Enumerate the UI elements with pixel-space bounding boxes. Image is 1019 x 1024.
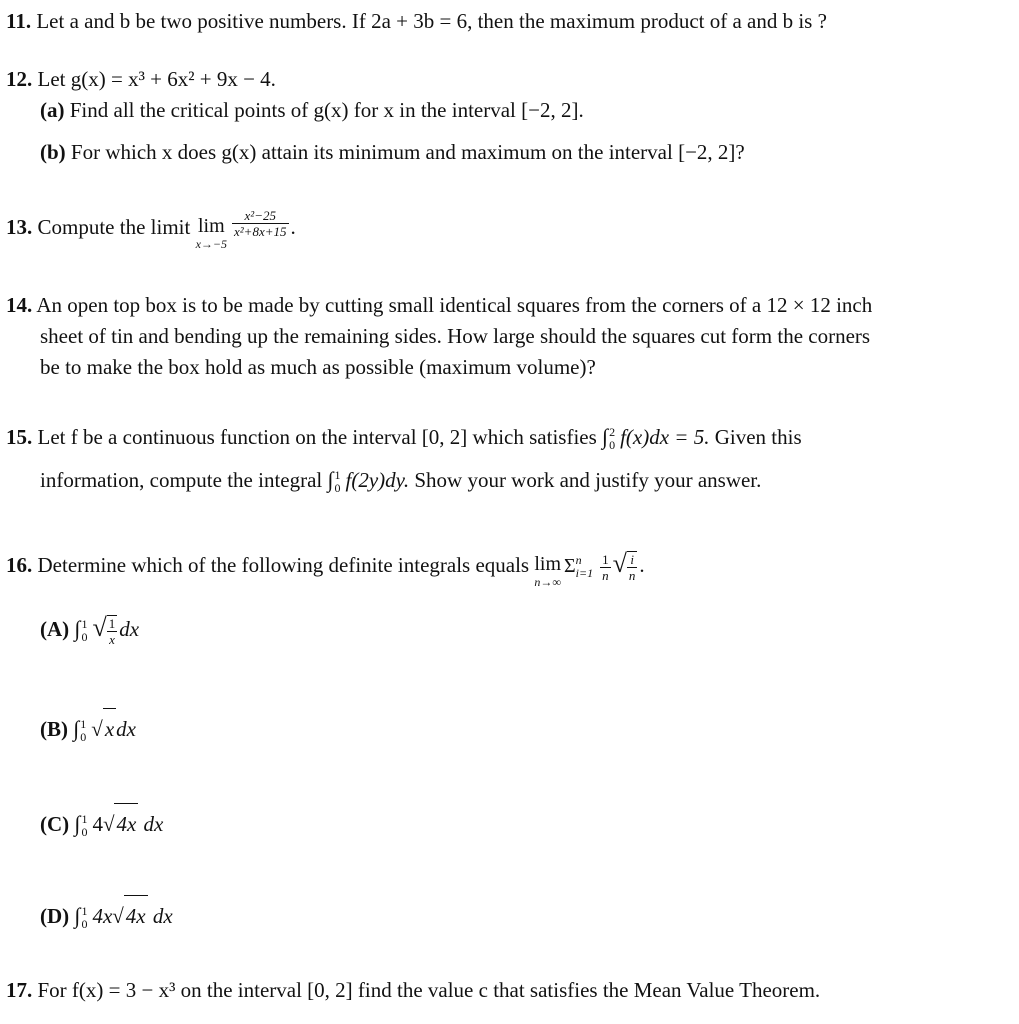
end-period: . xyxy=(639,553,645,577)
lim-word: lim xyxy=(197,215,225,237)
question-number: 16. xyxy=(6,553,33,577)
integrand-dx: dx xyxy=(138,812,164,836)
question-line-1: An open top box is to be made by cutting small identical squares from the corners of a 12 × 12 inch xyxy=(36,293,873,317)
upper-limit: 1 xyxy=(81,904,88,919)
question-number: 11. xyxy=(6,9,32,33)
integrand-dx: dx xyxy=(147,904,173,928)
question-17 xyxy=(6,975,1013,1006)
lim-word: lim xyxy=(534,553,562,575)
lower-limit: 0 xyxy=(81,825,88,840)
question-text-1a: Let f be a continuous function on the interval [0, 2] which satisfies xyxy=(37,425,597,449)
question-text-2a: information, compute the integral xyxy=(40,468,323,492)
coefficient: 4 xyxy=(92,812,103,836)
integral-sign: ∫ xyxy=(74,811,81,836)
integral-sign: ∫ xyxy=(74,903,81,928)
sum-upper: n xyxy=(575,553,582,568)
denominator: x²+8x+15 xyxy=(234,224,287,239)
question-text: For f(x) = 3 − x³ on the interval [0, 2] find the value c that satisfies the Mean Value Theorem. xyxy=(37,978,821,1002)
upper-limit: 2 xyxy=(609,425,616,440)
denominator: n xyxy=(628,568,636,584)
question-11 xyxy=(6,6,1013,37)
fraction-1-over-n xyxy=(600,552,611,583)
question-text-1b: Given this xyxy=(714,425,802,449)
question-number: 14. xyxy=(6,293,33,317)
question-text: Determine which of the following definite integrals equals xyxy=(37,553,530,577)
integral-limits xyxy=(80,718,86,744)
question-number: 13. xyxy=(6,215,33,239)
part-b-text: For which x does g(x) attain its minimum and maximum on the interval [−2, 2]? xyxy=(70,140,745,164)
question-12 xyxy=(6,64,1013,168)
question-text: Let a and b be two positive numbers. If 2a + 3b = 6, then the maximum product of a and b is ? xyxy=(36,9,827,33)
choice-c xyxy=(40,803,163,844)
end-period: . xyxy=(290,215,296,239)
question-16 xyxy=(6,548,1013,591)
question-line-2: sheet of tin and bending up the remaining sides. How large should the squares cut form the corners xyxy=(40,324,871,348)
square-root: √x xyxy=(91,708,116,749)
integral-limits xyxy=(81,813,87,839)
radicand: 4x xyxy=(124,895,148,936)
part-a-label: (a) xyxy=(40,98,65,122)
numerator: 1 xyxy=(108,616,116,632)
numerator: i xyxy=(627,552,638,568)
question-15 xyxy=(6,421,1013,496)
sqrt-symbol: √ xyxy=(92,613,107,642)
lower-limit: 0 xyxy=(334,481,341,496)
sum-sign: Σ xyxy=(564,555,576,577)
integrand-dx: dx xyxy=(119,617,140,641)
choice-b xyxy=(40,708,136,749)
lower-limit: 0 xyxy=(81,630,88,645)
lim-subscript: n→∞ xyxy=(534,575,561,589)
fraction-i-over-n xyxy=(627,551,638,583)
lim-subscript: x→−5 xyxy=(195,237,228,251)
limit-fraction xyxy=(232,208,288,239)
sqrt-symbol: √ xyxy=(612,549,627,578)
lower-limit: 0 xyxy=(609,438,616,453)
sum-limits xyxy=(576,554,593,580)
square-root: √4x xyxy=(112,895,147,936)
part-b-label: (b) xyxy=(40,140,66,164)
upper-limit: 1 xyxy=(81,812,88,827)
choice-label: (A) xyxy=(40,617,70,641)
choice-label: (D) xyxy=(40,904,70,928)
integrand-dx: dx xyxy=(116,717,136,741)
question-text: Compute the limit xyxy=(37,215,191,239)
radicand: 4x xyxy=(114,803,138,844)
upper-limit: 1 xyxy=(80,717,87,732)
numerator: x²−25 xyxy=(232,208,288,224)
question-number: 15. xyxy=(6,425,33,449)
integral-sign: ∫ xyxy=(74,616,81,641)
integrand: f(2y)dy. xyxy=(345,468,410,492)
upper-limit: 1 xyxy=(81,617,88,632)
integrand: f(x)dx = 5. xyxy=(620,425,710,449)
question-13 xyxy=(6,208,1013,253)
integral-sign: ∫ xyxy=(602,424,609,449)
integral-limits xyxy=(609,426,615,452)
denominator: n xyxy=(602,567,609,583)
question-text: Let g(x) = x³ + 6x² + 9x − 4. xyxy=(37,67,276,91)
question-number: 17. xyxy=(6,978,33,1002)
question-14 xyxy=(6,290,1013,383)
question-text-2b: Show your work and justify your answer. xyxy=(414,468,762,492)
question-line-3: be to make the box hold as much as possible (maximum volume)? xyxy=(40,355,596,379)
choice-label: (C) xyxy=(40,812,70,836)
choice-d xyxy=(40,895,173,936)
integral-sign: ∫ xyxy=(73,716,80,741)
fraction-1-over-x xyxy=(107,615,118,647)
choice-label: (B) xyxy=(40,717,68,741)
integral-sign: ∫ xyxy=(327,467,334,492)
sum-lower: i=1 xyxy=(575,566,594,581)
integral-limits xyxy=(335,469,341,495)
limit-expression xyxy=(196,217,227,253)
upper-limit: 1 xyxy=(334,468,341,483)
lower-limit: 0 xyxy=(80,730,87,745)
square-root: √4x xyxy=(103,803,138,844)
radicand: x xyxy=(103,708,116,749)
coefficient: 4x xyxy=(92,904,113,928)
integral-limits xyxy=(81,618,87,644)
limit-expression xyxy=(534,555,561,591)
part-a-text: Find all the critical points of g(x) for x in the interval [−2, 2]. xyxy=(69,98,584,122)
numerator: 1 xyxy=(602,551,609,567)
question-number: 12. xyxy=(6,67,33,91)
denominator: x xyxy=(109,632,115,648)
lower-limit: 0 xyxy=(81,917,88,932)
integral-limits xyxy=(81,905,87,931)
choice-a xyxy=(40,608,139,649)
